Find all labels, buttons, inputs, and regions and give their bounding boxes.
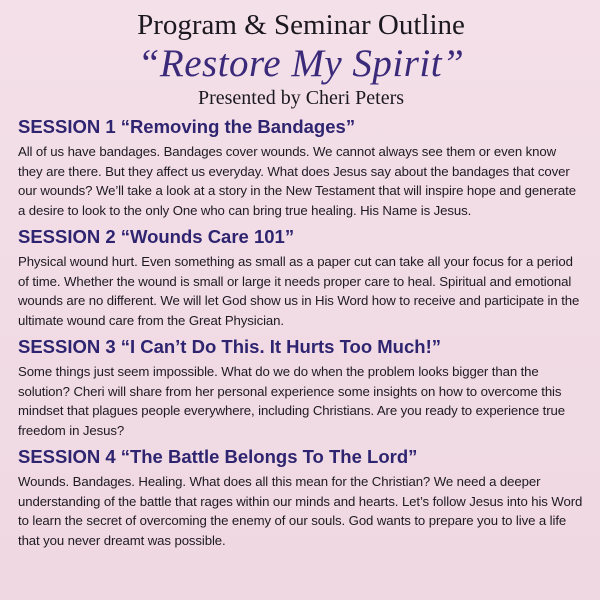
session-3: [18, 336, 584, 440]
session-title: “Removing the Bandages”: [120, 116, 356, 137]
header: [18, 8, 584, 110]
session-1: [18, 116, 584, 220]
session-description: Wounds. Bandages. Healing. What does all this mean for the Christian? We need a deeper understanding of the battle that rages within our minds and hearts. Let’s follow Jesus into his Word to learn the secret of overcoming the enemy of our souls. God wants to prepare you to live a life that you never dreamt was possible.: [18, 474, 583, 548]
session-title: “The Battle Belongs To The Lord”: [120, 446, 418, 467]
session-number: SESSION 1: [18, 116, 116, 137]
session-2: [18, 226, 584, 330]
session-number: SESSION 4: [18, 446, 116, 467]
session-description: All of us have bandages. Bandages cover wounds. We cannot always see them or even know they are there. But they affect us everyday. What does Jesus say about the bandages that cover our wounds? We’ll take a look at a story in the New Testament that will inspire hope and generate a desire to look to the only One who can bring true healing. His Name is Jesus.: [18, 144, 576, 218]
page-title: Program & Seminar Outline: [137, 9, 465, 41]
session-heading: [18, 446, 584, 468]
session-title: “Wounds Care 101”: [120, 226, 295, 247]
session-number: SESSION 2: [18, 226, 116, 247]
session-description: Physical wound hurt. Even something as small as a paper cut can take all your focus for a period of time. Whether the wound is small or large it needs proper care to heal. Spiritual and emotional wounds are no different. We will let God show us in His Word how to receive and participate in the ultimate wound care from the Great Physician.: [18, 254, 580, 328]
seminar-subtitle: “Restore My Spirit”: [137, 42, 465, 85]
session-title: “I Can’t Do This. It Hurts Too Much!”: [120, 336, 441, 357]
session-heading: [18, 226, 584, 248]
session-heading: [18, 336, 584, 358]
session-number: SESSION 3: [18, 336, 116, 357]
session-heading: [18, 116, 584, 138]
presenter-line: Presented by Cheri Peters: [197, 87, 405, 109]
session-description: Some things just seem impossible. What do we do when the problem looks bigger than the solution? Cheri will share from her personal experience some insights on how to overcome this mindset that plagues people everywhere, including Christians. Are you ready to experience true freedom in Jesus?: [18, 364, 565, 438]
session-4: [18, 446, 584, 550]
